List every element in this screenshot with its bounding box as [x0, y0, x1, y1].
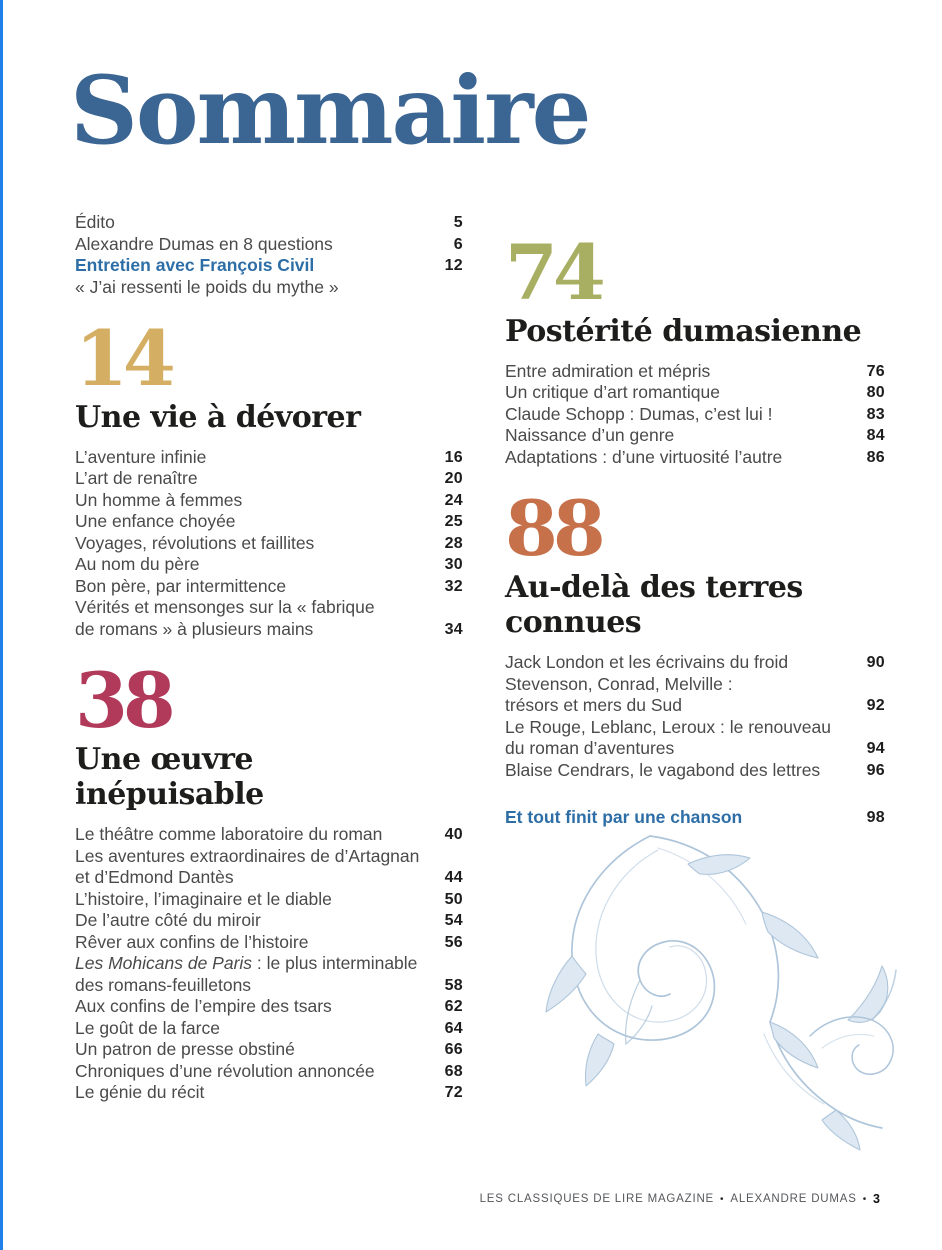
flourish-ornament	[538, 824, 904, 1154]
toc-item-label: Adaptations : d’une virtuosité l’autre	[505, 446, 783, 467]
toc-item	[75, 1061, 463, 1083]
section-title: Au-delà des terres connues	[505, 570, 803, 641]
toc-item-page-number: 58	[444, 976, 463, 994]
toc-item	[75, 932, 463, 954]
toc-item-page-number: 34	[444, 620, 463, 638]
toc-item-label: Entretien avec François Civil	[75, 255, 315, 275]
toc-item	[75, 234, 463, 256]
toc-item-page-number: 83	[866, 405, 885, 423]
toc-item	[75, 212, 463, 234]
section-item-list	[75, 824, 463, 1104]
toc-item-label: « J’ai ressenti le poids du mythe »	[75, 276, 339, 297]
toc-item-page-number: 32	[444, 577, 463, 595]
toc-item	[505, 674, 885, 717]
toc-item-label: Le génie du récit	[75, 1082, 205, 1103]
right-column-sections	[505, 212, 885, 781]
toc-item	[75, 889, 463, 911]
toc-item-page-number: 20	[444, 470, 463, 488]
toc-item-label: Une enfance choyée	[75, 511, 236, 532]
footer-bullet-icon: •	[720, 1193, 725, 1205]
section-item-list	[75, 447, 463, 641]
toc-section	[505, 228, 885, 468]
toc-item-label: Alexandre Dumas en 8 questions	[75, 233, 333, 254]
toc-item	[75, 576, 463, 598]
section-start-page: 38	[75, 656, 171, 746]
toc-item	[75, 533, 463, 555]
toc-item	[505, 361, 885, 383]
intro-list	[75, 212, 463, 298]
toc-item-label: Les Mohicans de Paris : le plus interminable des romans-feuilletons	[75, 953, 418, 995]
toc-item-page-number: 90	[866, 654, 885, 672]
toc-item	[75, 996, 463, 1018]
toc-item	[75, 846, 463, 889]
toc-item-label: Les aventures extraordinaires de d’Artagnan et d’Edmond Dantès	[75, 845, 420, 888]
toc-item-label: L’art de renaître	[75, 468, 198, 489]
toc-item	[505, 717, 885, 760]
section-start-page: 88	[505, 484, 601, 574]
acanthus-flourish-icon	[538, 824, 904, 1154]
toc-item-label: Le Rouge, Leblanc, Leroux : le renouveau du roman d’aventures	[505, 716, 831, 759]
toc-item-label: Et tout finit par une chanson	[505, 807, 743, 828]
toc-item-page-number: 92	[866, 697, 885, 715]
section-title: Une œuvre inépuisable	[75, 742, 264, 813]
toc-item	[75, 255, 463, 277]
toc-item-page-number: 68	[444, 1062, 463, 1080]
toc-item-label: Au nom du père	[75, 554, 200, 575]
toc-item	[75, 468, 463, 490]
toc-item	[75, 511, 463, 533]
toc-item	[75, 824, 463, 846]
toc-item-page-number: 30	[444, 556, 463, 574]
footer-issue-title: ALEXANDRE DUMAS	[730, 1193, 857, 1205]
toc-item-label: Un critique d’art romantique	[505, 382, 720, 403]
toc-item-label: Jack London et les écrivains du froid	[505, 652, 789, 673]
toc-item-page-number: 72	[444, 1084, 463, 1102]
footer-magazine-title: LES CLASSIQUES DE LIRE MAGAZINE	[479, 1193, 715, 1205]
footer-bullet-icon: •	[862, 1193, 868, 1205]
page-footer	[480, 1192, 880, 1206]
toc-item-label: Un homme à femmes	[75, 489, 243, 510]
toc-section	[75, 314, 463, 640]
toc-item	[75, 1082, 463, 1104]
toc-item-label: Rêver aux confins de l’histoire	[75, 931, 309, 952]
left-column	[75, 212, 463, 1104]
toc-item-label: Vérités et mensonges sur la « fabrique de romans » à plusieurs mains	[75, 597, 375, 639]
toc-section	[75, 656, 463, 1103]
toc-item-label: De l’autre côté du miroir	[75, 910, 261, 931]
toc-item	[505, 447, 885, 469]
toc-item-page-number: 44	[444, 869, 463, 887]
toc-item-label: L’aventure infinie	[75, 446, 207, 467]
toc-item-label: Claude Schopp : Dumas, c’est lui !	[505, 403, 773, 424]
toc-item-label: Le théâtre comme laboratoire du roman	[75, 824, 383, 845]
toc-item-page-number: 76	[866, 362, 885, 380]
toc-item-page-number: 80	[866, 384, 885, 402]
toc-item	[75, 447, 463, 469]
page-title: Sommaire	[70, 56, 590, 166]
toc-item	[505, 760, 885, 782]
toc-item-page-number: 66	[444, 1041, 463, 1059]
toc-item	[75, 953, 463, 996]
section-item-list	[505, 361, 885, 469]
toc-item	[75, 597, 463, 640]
footer-page-number: 3	[873, 1192, 880, 1206]
toc-item-label: Blaise Cendrars, le vagabond des lettres	[505, 759, 821, 780]
toc-item-page-number: 24	[444, 491, 463, 509]
toc-item-page-number: 86	[866, 448, 885, 466]
toc-item-page-number: 56	[444, 933, 463, 951]
toc-item-page-number: 84	[866, 427, 885, 445]
toc-item-page-number: 28	[444, 534, 463, 552]
toc-item	[75, 1018, 463, 1040]
toc-item-label: L’histoire, l’imaginaire et le diable	[75, 888, 332, 909]
section-start-page: 14	[75, 314, 171, 403]
section-title: Une vie à dévorer	[75, 399, 361, 435]
toc-item	[505, 404, 885, 426]
toc-item-label: Bon père, par intermittence	[75, 575, 287, 596]
toc-item	[75, 910, 463, 932]
section-start-page: 74	[505, 228, 601, 317]
toc-item	[505, 425, 885, 447]
toc-item-page-number: 54	[444, 912, 463, 930]
toc-item	[505, 382, 885, 404]
toc-item-page-number: 96	[866, 761, 885, 779]
toc-item-label: Aux confins de l’empire des tsars	[75, 996, 332, 1017]
toc-item	[75, 277, 463, 299]
toc-item-page-number: 40	[444, 826, 463, 844]
toc-section	[505, 484, 885, 781]
toc-item	[505, 652, 885, 674]
toc-item	[75, 1039, 463, 1061]
section-item-list	[505, 652, 885, 781]
toc-item	[75, 490, 463, 512]
toc-item-label: Édito	[75, 212, 115, 232]
toc-item-page-number: 6	[453, 235, 463, 253]
toc-item-page-number: 12	[444, 257, 463, 274]
toc-item	[75, 554, 463, 576]
toc-item-label: Stevenson, Conrad, Melville : trésors et mers du Sud	[505, 673, 733, 716]
left-edge-highlight	[0, 0, 3, 1250]
toc-item-page-number: 62	[444, 998, 463, 1016]
toc-item-label: Chroniques d’une révolution annoncée	[75, 1060, 375, 1081]
toc-item-label: Le goût de la farce	[75, 1017, 220, 1038]
toc-item-label: Voyages, révolutions et faillites	[75, 532, 315, 553]
toc-item-page-number: 64	[444, 1019, 463, 1037]
toc-item-label: Entre admiration et mépris	[505, 360, 711, 381]
toc-item-page-number: 16	[444, 448, 463, 466]
toc-item-page-number: 5	[453, 214, 463, 231]
toc-item-page-number: 98	[866, 809, 885, 827]
toc-item-page-number: 50	[444, 890, 463, 908]
section-title: Postérité dumasienne	[505, 313, 862, 349]
toc-item-page-number: 94	[866, 740, 885, 758]
toc-item-label: Naissance d’un genre	[505, 425, 675, 446]
toc-item-page-number: 25	[444, 513, 463, 531]
toc-item-label: Un patron de presse obstiné	[75, 1039, 295, 1060]
